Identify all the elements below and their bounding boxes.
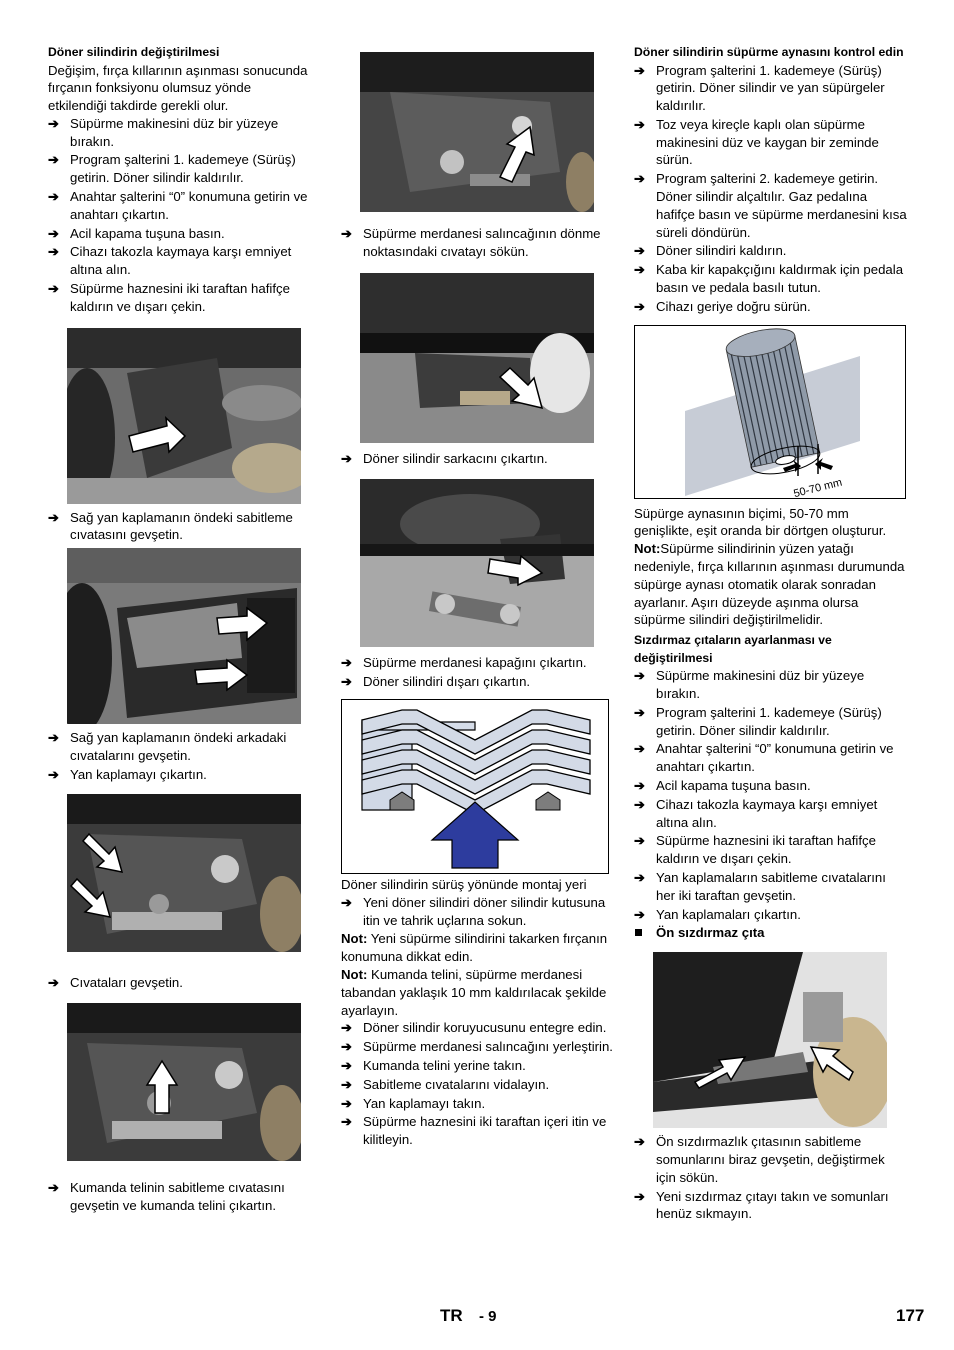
list-item: ➔ Döner silindir koruyucusunu entegre edin. <box>341 1020 607 1036</box>
arrow-icon: ➔ <box>48 281 59 297</box>
note: Not: Kumanda telini, süpürme merdanesi tabandan yaklaşık 10 mm kaldırılacak şekilde ayarlayın. <box>341 966 607 1018</box>
arrow-icon: ➔ <box>341 674 352 690</box>
arrow-icon: ➔ <box>341 1076 352 1092</box>
arrow-icon: ➔ <box>48 189 59 205</box>
list-item: ➔ Döner silindiri dışarı çıkartın. <box>341 674 531 690</box>
list-item: ➔ Kumanda telinin sabitleme cıvatasını gevşetin ve kumanda telini çıkartın. <box>48 1180 285 1214</box>
column-3 <box>634 44 908 1224</box>
intro-paragraph: Değişim, fırça kıllarının aşınması sonucunda fırçanın fonksiyonu olumsuz yönde etkilendiği takdirde gerekli olur. <box>48 62 308 114</box>
list-item: ➔ Yan kaplamaların sabitleme cıvatalarını her iki taraftan gevşetin. <box>634 870 886 903</box>
list-item: ➔ Program şalterini 1. kademeye (Sürüş) getirin. Döner silindir kaldırılır. <box>48 152 296 186</box>
arrow-icon: ➔ <box>48 225 59 241</box>
list-item: ➔ Cihazı takozla kaymaya karşı emniyet altına alın. <box>48 244 292 278</box>
step-list <box>48 115 313 316</box>
list-item: ➔ Program şalterini 2. kademeye getirin. Döner silindir alçaltılır. Gaz pedalına hafifçe basın ve süpürme merdanesini kısa süreli döndürün. <box>634 171 907 240</box>
list-item: ➔ Sağ yan kaplamanın öndeki arkadaki cıvatalarını gevşetin. <box>48 730 287 764</box>
description: Süpürge aynasının biçimi, 50-70 mm genişlikte, eşit oranda bir dörtgen oluşturur. <box>634 505 887 539</box>
list-item: ➔ Süpürme makinesini düz bir yüzeye bırakın. <box>48 115 279 149</box>
photo-control-cable <box>67 1003 301 1161</box>
arrow-icon: ➔ <box>48 152 59 168</box>
column-1 <box>48 44 313 1216</box>
list-item: ➔ Yeni döner silindiri döner silindir kutusuna itin ve tahrik uçlarına sokun. <box>341 894 606 928</box>
list-item: ➔ Yan kaplamayı çıkartın. <box>48 766 207 782</box>
photo-side-cover-rear <box>67 548 301 724</box>
arrow-icon: ➔ <box>634 116 645 132</box>
arrow-icon: ➔ <box>634 243 645 259</box>
list-item: ➔ Anahtar şalterini “0” konumuna getirin ve anahtarı çıkartın. <box>634 741 894 775</box>
list-item: ➔ Acil kapama tuşuna basın. <box>48 225 225 241</box>
width-label: 50-70 mm <box>792 476 844 498</box>
arrow-icon: ➔ <box>634 906 645 922</box>
arrow-icon: ➔ <box>48 115 59 131</box>
list-item: ➔ Süpürme merdanesi kapağını çıkartın. <box>341 655 587 671</box>
section-heading: Döner silindirin süpürme aynasını kontrol edin <box>634 45 904 59</box>
arrow-icon: ➔ <box>634 704 645 720</box>
list-item: ➔ Süpürme merdanesi salıncağının dönme noktasındaki cıvatayı sökün. <box>341 226 601 259</box>
arrow-icon: ➔ <box>341 1114 352 1130</box>
list-item: ➔ Döner silindir sarkacını çıkartın. <box>341 450 548 466</box>
arrow-icon: ➔ <box>341 1095 352 1111</box>
arrow-icon: ➔ <box>341 1020 352 1036</box>
list-item: ➔ Süpürme haznesini iki taraftan hafifçe kaldırın ve dışarı çekin. <box>634 833 876 867</box>
list-item: ➔ Ön sızdırmazlık çıtasının sabitleme somunlarını biraz gevşetin, değiştirmek için sökün. <box>634 1134 885 1185</box>
arrow-icon: ➔ <box>341 1039 352 1055</box>
arrow-icon: ➔ <box>48 730 59 746</box>
arrow-icon: ➔ <box>341 894 352 910</box>
arrow-icon: ➔ <box>48 974 59 990</box>
photo-roller-cover <box>360 479 594 647</box>
list-item: ➔ Cihazı takozla kaymaya karşı emniyet altına alın. <box>634 796 878 830</box>
diagram-caption: Döner silindirin sürüş yönünde montaj yeri <box>341 876 587 892</box>
arrow-icon: ➔ <box>48 1180 59 1196</box>
arrow-icon: ➔ <box>341 655 352 671</box>
photo-side-cover-front <box>67 328 301 504</box>
arrow-icon: ➔ <box>341 1057 352 1073</box>
arrow-icon: ➔ <box>634 171 645 187</box>
list-item: ➔ Cihazı geriye doğru sürün. <box>634 298 811 314</box>
list-item: ➔ Program şalterini 1. kademeye (Sürüş) getirin. Döner silindir ve yan süpürgeler kaldırılır. <box>634 62 885 114</box>
subheading: Ön sızdırmaz çıta <box>634 924 908 942</box>
list-item: ➔ Sabitleme cıvatalarını vidalayın. <box>341 1076 550 1092</box>
note: Not: Yeni süpürme silindirini takarken fırçanın konumuna dikkat edin. <box>341 931 608 965</box>
photo-front-seal <box>653 952 887 1128</box>
photo-bolts <box>67 794 301 952</box>
arrow-icon: ➔ <box>634 1188 645 1204</box>
list-item: ➔ Yeni sızdırmaz çıtayı takın ve somunları henüz sıkmayın. <box>634 1188 889 1222</box>
arrow-icon: ➔ <box>48 509 59 525</box>
list-item: ➔ Acil kapama tuşuna basın. <box>634 778 811 794</box>
arrow-icon: ➔ <box>634 778 645 794</box>
column-2 <box>341 52 613 1150</box>
list-item: ➔ Program şalterini 1. kademeye (Sürüş) getirin. Döner silindir kaldırılır. <box>634 704 882 738</box>
list-item: ➔ Yan kaplamaları çıkartın. <box>634 906 801 922</box>
photo-pivot-bolt <box>360 52 594 212</box>
section-heading: Döner silindirin değiştirilmesi <box>48 45 220 59</box>
arrow-icon: ➔ <box>634 668 645 684</box>
arrow-icon: ➔ <box>341 450 352 466</box>
section-heading: Sızdırmaz çıtaların ayarlanması ve değiştirilmesi <box>634 633 832 665</box>
footer-language: TR <box>440 1306 463 1325</box>
arrow-icon: ➔ <box>634 298 645 314</box>
arrow-icon: ➔ <box>634 262 645 278</box>
list-item: ➔ Kaba kir kapakçığını kaldırmak için pedala basın ve pedala basılı tutun. <box>634 262 904 296</box>
arrow-icon: ➔ <box>634 870 645 885</box>
arrow-icon: ➔ <box>48 766 59 782</box>
list-item: ➔ Cıvataları gevşetin. <box>48 974 183 990</box>
list-item: ➔ Anahtar şalterini “0” konumuna getirin ve anahtarı çıkartın. <box>48 189 308 222</box>
arrow-icon: ➔ <box>634 833 645 849</box>
page-number: 177 <box>896 1306 925 1325</box>
list-item: ➔ Süpürme haznesini iki taraftan içeri itin ve kilitleyin. <box>341 1114 607 1148</box>
photo-pendulum <box>360 273 594 443</box>
list-item: ➔ Toz veya kireçle kaplı olan süpürme makinesini düz ve kaygan bir zeminde sürün. <box>634 116 879 168</box>
arrow-icon: ➔ <box>634 62 645 78</box>
arrow-icon: ➔ <box>634 796 645 812</box>
arrow-icon: ➔ <box>634 741 645 757</box>
footer-section-page: - 9 <box>479 1308 497 1325</box>
square-bullet-icon <box>635 929 642 936</box>
list-item: ➔ Sağ yan kaplamanın öndeki sabitleme cıvatasını gevşetin. <box>48 509 293 543</box>
note: Not:Süpürme silindirinin yüzen yatağı nedeniyle, fırça kıllarının aşınması durumunda süpürge aynası otomatik olarak sonradan ayarlanır. Aşırı düzeyde aşınma olursa süpürme silindiri değiştirilmelidir. <box>634 541 905 628</box>
sweep-pattern-diagram <box>634 325 906 499</box>
arrow-icon: ➔ <box>48 244 59 260</box>
mounting-diagram <box>341 699 609 874</box>
list-item: ➔ Kumanda telini yerine takın. <box>341 1057 526 1073</box>
list-item: ➔ Süpürme merdanesi salıncağını yerleştirin. <box>341 1039 613 1055</box>
arrow-icon: ➔ <box>634 1134 645 1150</box>
list-item: ➔ Süpürme makinesini düz bir yüzeye bırakın. <box>634 668 865 702</box>
list-item: ➔ Yan kaplamayı takın. <box>341 1095 486 1111</box>
list-item: ➔ Süpürme haznesini iki taraftan hafifçe kaldırın ve dışarı çekin. <box>48 281 290 314</box>
arrow-icon: ➔ <box>341 226 352 241</box>
list-item: ➔ Döner silindiri kaldırın. <box>634 243 787 259</box>
